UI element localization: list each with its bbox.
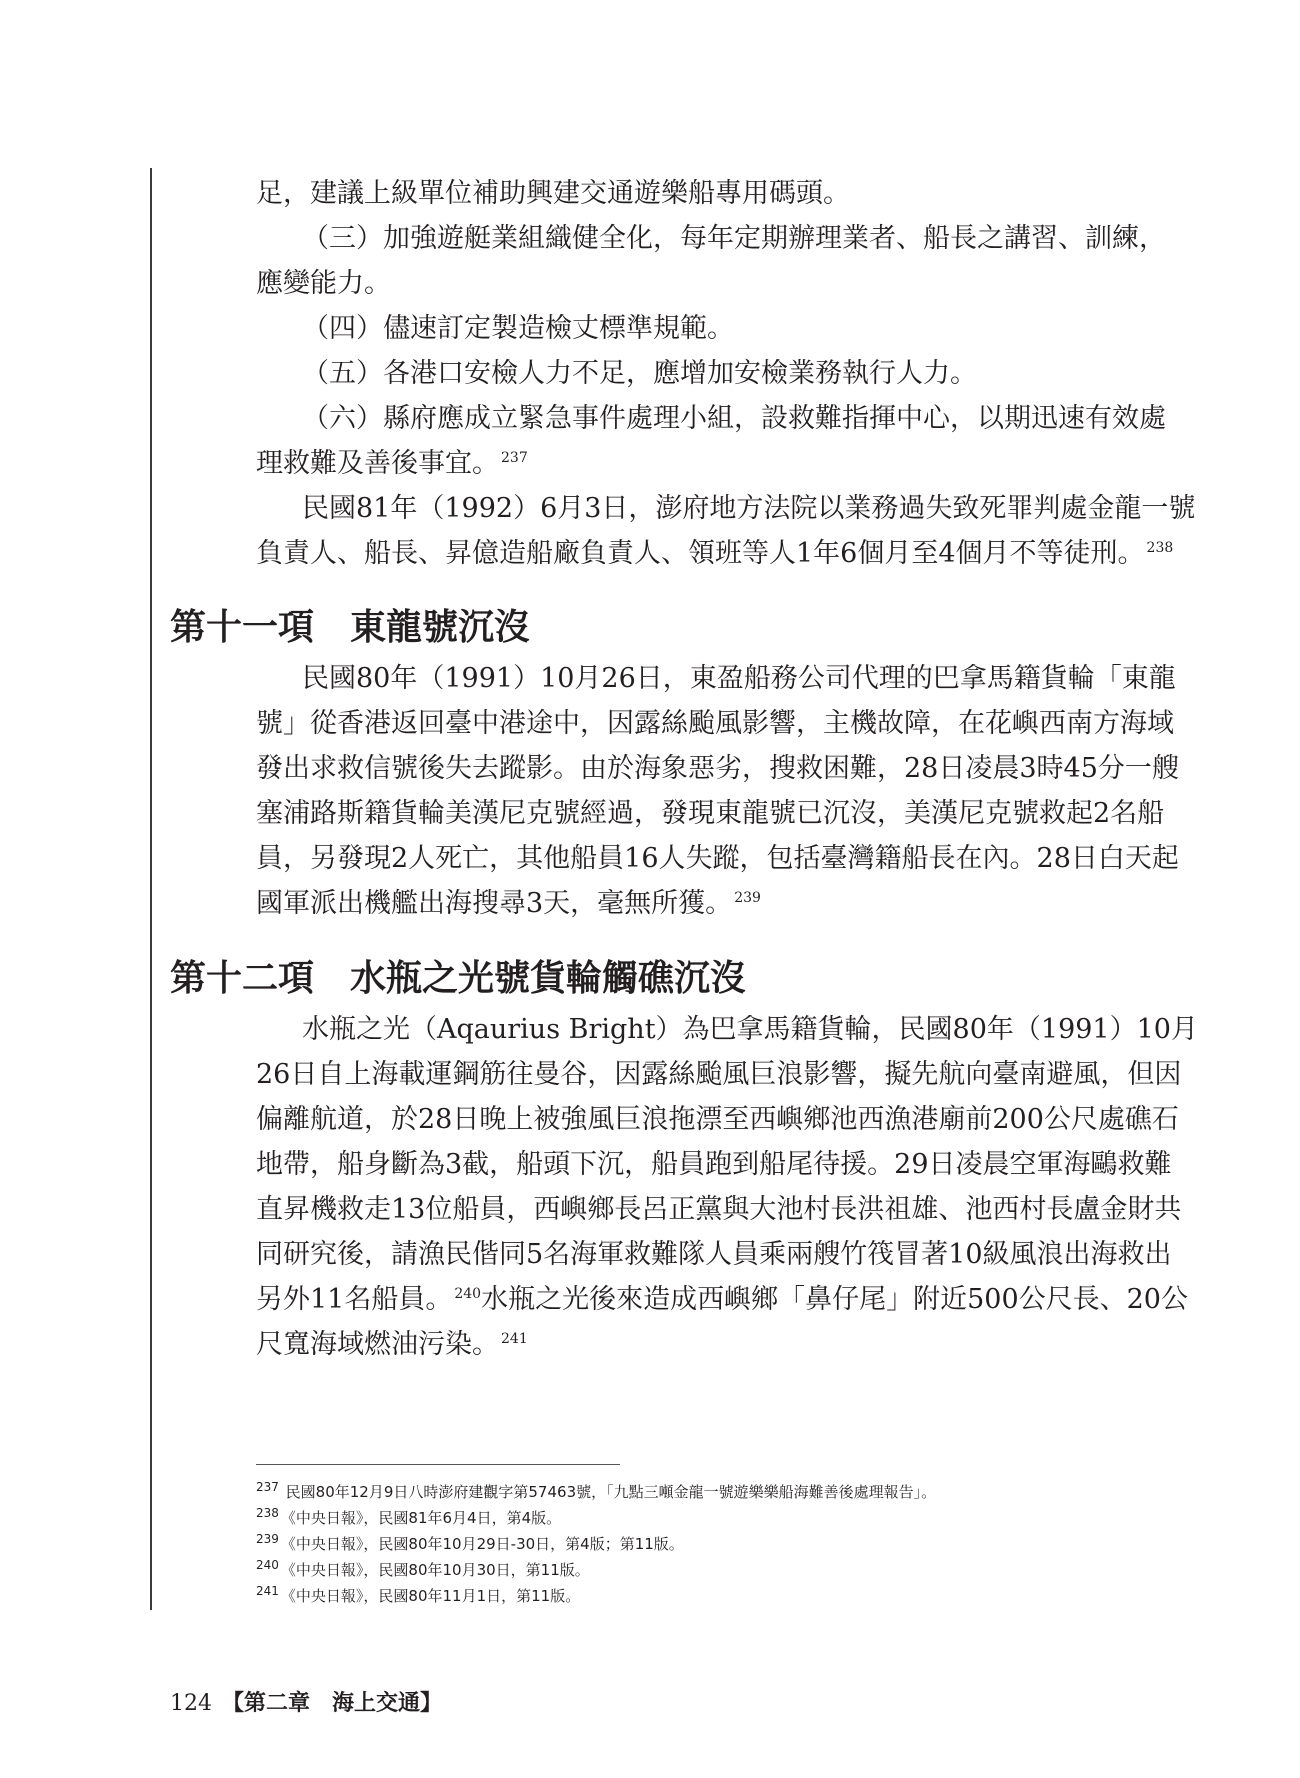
section-title: 水瓶之光號貨輪觸礁沉沒: [350, 958, 747, 999]
text-line: 號」從香港返回臺中港途中，因露絲颱風影響，主機故障，在花嶼西南方海域: [256, 708, 1174, 739]
footnote: [256, 1480, 936, 1504]
footnote: [256, 1532, 684, 1556]
page-number: 124: [170, 1691, 212, 1716]
margin-rule: [150, 168, 152, 1610]
text-line: （五）各港口安檢人力不足，應增加安檢業務執行人力。: [302, 358, 977, 389]
text-line: 民國81年（1992）6月3日，澎府地方法院以業務過失致死罪判處金龍一號: [302, 493, 1196, 524]
section-heading-11: [170, 606, 530, 650]
footnote-ref: 241: [501, 1331, 528, 1347]
section-number: 第十一項: [170, 607, 315, 648]
footnote-number: 241: [256, 1584, 279, 1598]
text-line: [256, 881, 761, 926]
page-folio: [170, 1688, 442, 1719]
text-line-content: 國軍派出機艦出海搜尋3天，毫無所獲。: [256, 888, 733, 919]
footnote-text: 《中央日報》，民國81年6月4日，第4版。: [280, 1509, 562, 1527]
text-line: [256, 1277, 1188, 1322]
text-line: 水瓶之光（Aqaurius Bright）為巴拿馬籍貨輪，民國80年（1991）10月: [302, 1014, 1198, 1045]
text-line: 塞浦路斯籍貨輪美漢尼克號經過，發現東龍號已沉沒，美漢尼克號救起2名船: [256, 798, 1165, 829]
footnote-ref: 240: [454, 1286, 482, 1302]
text-line: 員，另發現2人死亡，其他船員16人失蹤，包括臺灣籍船長在內。28日白天起: [256, 843, 1179, 874]
text-line: （三）加強遊艇業組織健全化，每年定期辦理業者、船長之講習、訓練，: [302, 223, 1166, 254]
footnote-number: 239: [256, 1532, 279, 1546]
footnote-number: 237: [256, 1480, 279, 1494]
footnote: [256, 1558, 590, 1582]
text-line: [256, 441, 528, 486]
footnote: [256, 1584, 580, 1608]
text-line-content: 理救難及善後事宜。: [256, 448, 499, 479]
footnote-text: 《中央日報》，民國80年11月1日，第11版。: [280, 1587, 581, 1605]
text-line: [256, 1322, 528, 1367]
text-line: 直昇機救走13位船員，西嶼鄉長呂正黨與大池村長洪祖雄、池西村長盧金財共: [256, 1194, 1182, 1225]
footnote-ref: 238: [1146, 540, 1174, 556]
text-line: 發出求救信號後失去蹤影。由於海象惡劣，搜救困難，28日凌晨3時45分一艘: [256, 753, 1179, 784]
text-line-content: 水瓶之光後來造成西嶼鄉「鼻仔尾」附近500公尺長、20公: [481, 1284, 1188, 1315]
text-line: （六）縣府應成立緊急事件處理小組，設救難指揮中心，以期迅速有效處: [302, 403, 1166, 434]
text-line: 26日自上海載運鋼筋往曼谷，因露絲颱風巨浪影響，擬先航向臺南避風，但因: [256, 1059, 1182, 1090]
text-line: 地帶，船身斷為3截，船頭下沉，船員跑到船尾待援。29日凌晨空軍海鷗救難: [256, 1149, 1172, 1180]
text-line: 民國80年（1991）10月26日，東盈船務公司代理的巴拿馬籍貨輪「東龍: [302, 663, 1176, 694]
section-heading-12: [170, 957, 746, 1001]
text-line: 偏離航道，於28日晚上被強風巨浪拖漂至西嶼鄉池西漁港廟前200公尺處礁石: [256, 1104, 1179, 1135]
section-number: 第十二項: [170, 958, 315, 999]
text-line-content: 另外11名船員。: [256, 1284, 453, 1315]
footnote-text: 《中央日報》，民國80年10月29日-30日，第4版；第11版。: [280, 1535, 684, 1553]
footnote-number: 240: [256, 1558, 279, 1572]
footnote-ref: 237: [501, 450, 528, 466]
footnote: [256, 1506, 561, 1530]
section-title: 東龍號沉沒: [350, 607, 531, 648]
footnote-number: 238: [256, 1506, 279, 1520]
chapter-title: 【第二章 海上交通】: [222, 1690, 443, 1716]
footnote-text: 民國80年12月9日八時澎府建觀字第57463號，「九點三噸金龍一號遊樂樂船海難善後處理報告」。: [280, 1483, 937, 1501]
footnote-text: 《中央日報》，民國80年10月30日，第11版。: [280, 1561, 590, 1579]
text-line: 應變能力。: [256, 268, 391, 299]
text-line: （四）儘速訂定製造檢丈標準規範。: [302, 313, 734, 344]
text-line-content: 尺寬海域燃油污染。: [256, 1329, 499, 1360]
text-line: 足，建議上級單位補助興建交通遊樂船專用碼頭。: [256, 178, 850, 209]
text-line: [256, 531, 1173, 576]
text-line: 同研究後，請漁民偕同5名海軍救難隊人員乘兩艘竹筏冒著10級風浪出海救出: [256, 1239, 1172, 1270]
text-line-content: 負責人、船長、昇億造船廠負責人、領班等人1年6個月至4個月不等徒刑。: [256, 538, 1145, 569]
footnote-rule: [256, 1464, 620, 1465]
footnote-ref: 239: [734, 890, 761, 906]
